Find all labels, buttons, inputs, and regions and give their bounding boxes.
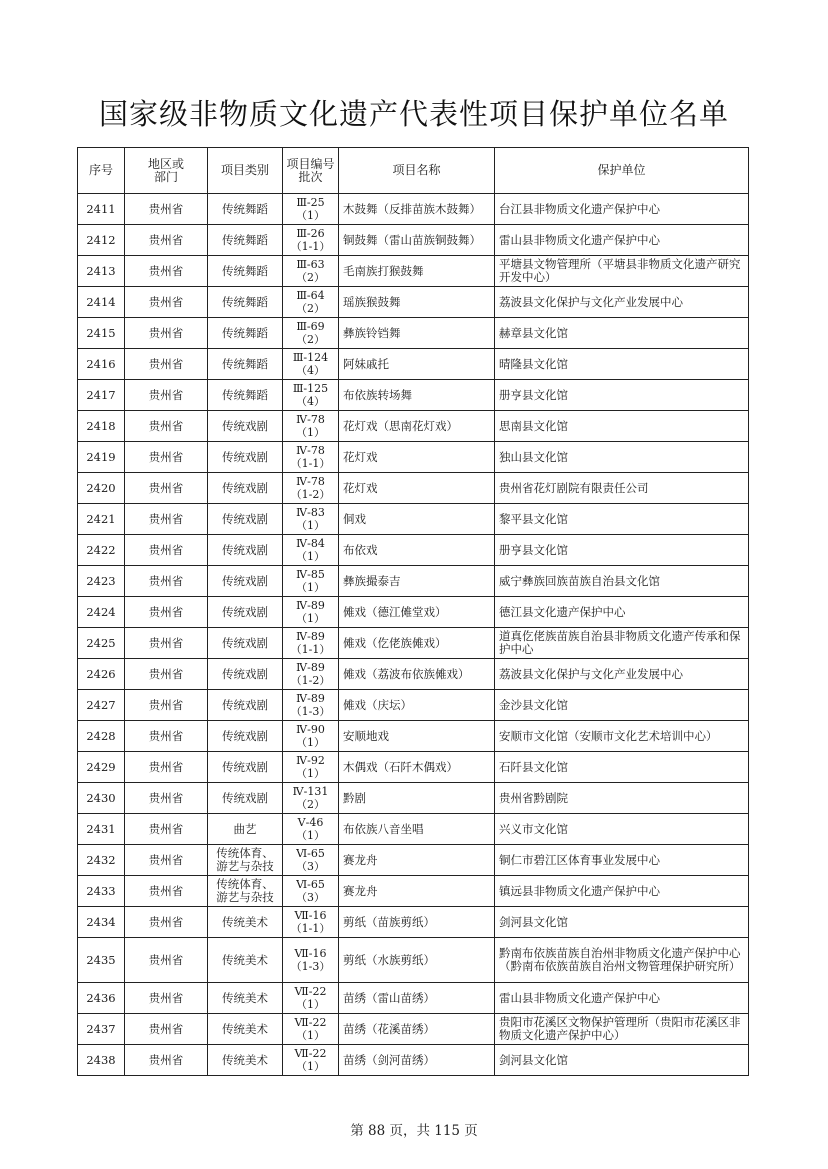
cell-code: Ⅳ-89 （1-1） [283,628,339,659]
cell-name: 木鼓舞（反排苗族木鼓舞） [339,194,495,225]
cell-name: 苗绣（剑河苗绣） [339,1045,495,1076]
cell-region: 贵州省 [125,566,208,597]
cell-name: 赛龙舟 [339,845,495,876]
cell-region: 贵州省 [125,628,208,659]
cell-name: 赛龙舟 [339,876,495,907]
cell-seq: 2436 [78,983,125,1014]
table-row [78,814,749,845]
cell-unit: 思南县文化馆 [495,411,749,442]
cell-region: 贵州省 [125,814,208,845]
cell-unit: 黔南布依族苗族自治州非物质文化遗产保护中心（黔南布依族苗族自治州文物管理保护研究所） [495,938,749,983]
cell-seq: 2437 [78,1014,125,1045]
table-row [78,380,749,411]
cell-category: 曲艺 [208,814,283,845]
table-row [78,876,749,907]
page-footer: 第 88 页，共 115 页 [350,1123,478,1139]
table-row [78,256,749,287]
cell-unit: 贵州省花灯剧院有限责任公司 [495,473,749,504]
cell-unit: 道真仡佬族苗族自治县非物质文化遗产传承和保护中心 [495,628,749,659]
cell-name: 布依族转场舞 [339,380,495,411]
cell-region: 贵州省 [125,380,208,411]
cell-name: 彝族铃铛舞 [339,318,495,349]
cell-code: Ⅳ-83 （1） [283,504,339,535]
cell-category: 传统戏剧 [208,752,283,783]
cell-category: 传统舞蹈 [208,349,283,380]
table-row [78,1045,749,1076]
cell-name: 花灯戏 [339,442,495,473]
cell-category: 传统舞蹈 [208,318,283,349]
cell-region: 贵州省 [125,287,208,318]
cell-seq: 2416 [78,349,125,380]
cell-region: 贵州省 [125,1045,208,1076]
table-row [78,597,749,628]
cell-code: Ⅳ-89 （1-3） [283,690,339,721]
header-unit: 保护单位 [495,148,749,194]
cell-category: 传统美术 [208,1014,283,1045]
cell-name: 毛南族打猴鼓舞 [339,256,495,287]
cell-unit: 平塘县文物管理所（平塘县非物质文化遗产研究开发中心） [495,256,749,287]
table-row [78,442,749,473]
cell-seq: 2431 [78,814,125,845]
cell-unit: 黎平县文化馆 [495,504,749,535]
cell-category: 传统体育、 游艺与杂技 [208,845,283,876]
table-row [78,983,749,1014]
header-name: 项目名称 [339,148,495,194]
cell-seq: 2430 [78,783,125,814]
cell-region: 贵州省 [125,690,208,721]
table-row [78,287,749,318]
cell-name: 傩戏（仡佬族傩戏） [339,628,495,659]
cell-category: 传统舞蹈 [208,256,283,287]
table-row [78,566,749,597]
table-body [78,194,749,1076]
cell-name: 黔剧 [339,783,495,814]
cell-region: 贵州省 [125,876,208,907]
cell-category: 传统戏剧 [208,659,283,690]
cell-name: 剪纸（苗族剪纸） [339,907,495,938]
cell-category: 传统美术 [208,938,283,983]
cell-code: Ⅲ-64 （2） [283,287,339,318]
cell-code: Ⅲ-69 （2） [283,318,339,349]
cell-region: 贵州省 [125,504,208,535]
cell-code: Ⅶ-22 （1） [283,1014,339,1045]
cell-code: Ⅶ-16 （1-1） [283,907,339,938]
cell-region: 贵州省 [125,473,208,504]
cell-code: Ⅳ-89 （1） [283,597,339,628]
cell-name: 傩戏（庆坛） [339,690,495,721]
cell-seq: 2422 [78,535,125,566]
cell-code: Ⅳ-78 （1-1） [283,442,339,473]
table-row [78,690,749,721]
cell-region: 贵州省 [125,597,208,628]
cell-category: 传统戏剧 [208,783,283,814]
cell-seq: 2428 [78,721,125,752]
cell-seq: 2438 [78,1045,125,1076]
cell-seq: 2413 [78,256,125,287]
table-header-row [78,148,749,194]
cell-region: 贵州省 [125,659,208,690]
table-row [78,411,749,442]
cell-unit: 台江县非物质文化遗产保护中心 [495,194,749,225]
cell-seq: 2425 [78,628,125,659]
cell-unit: 德江县文化遗产保护中心 [495,597,749,628]
cell-region: 贵州省 [125,907,208,938]
cell-seq: 2424 [78,597,125,628]
cell-name: 剪纸（水族剪纸） [339,938,495,983]
cell-seq: 2417 [78,380,125,411]
cell-code: Ⅶ-22 （1） [283,983,339,1014]
table-row [78,628,749,659]
cell-region: 贵州省 [125,1014,208,1045]
cell-unit: 镇远县非物质文化遗产保护中心 [495,876,749,907]
cell-seq: 2418 [78,411,125,442]
cell-category: 传统戏剧 [208,442,283,473]
header-category: 项目类别 [208,148,283,194]
heritage-table [77,147,749,1076]
cell-seq: 2427 [78,690,125,721]
table-row [78,318,749,349]
header-seq: 序号 [78,148,125,194]
cell-name: 花灯戏（思南花灯戏） [339,411,495,442]
table-row [78,225,749,256]
cell-code: Ⅳ-89 （1-2） [283,659,339,690]
cell-unit: 赫章县文化馆 [495,318,749,349]
document-title: 国家级非物质文化遗产代表性项目保护单位名单 [98,97,729,131]
cell-unit: 安顺市文化馆（安顺市文化艺术培训中心） [495,721,749,752]
table-row [78,845,749,876]
cell-name: 阿妹戚托 [339,349,495,380]
cell-code: Ⅳ-92 （1） [283,752,339,783]
cell-unit: 雷山县非物质文化遗产保护中心 [495,225,749,256]
cell-region: 贵州省 [125,752,208,783]
cell-seq: 2411 [78,194,125,225]
cell-seq: 2433 [78,876,125,907]
cell-unit: 荔波县文化保护与文化产业发展中心 [495,287,749,318]
cell-code: Ⅳ-85 （1） [283,566,339,597]
table-row [78,1014,749,1045]
cell-seq: 2426 [78,659,125,690]
cell-unit: 石阡县文化馆 [495,752,749,783]
cell-code: Ⅵ-65 （3） [283,876,339,907]
cell-category: 传统舞蹈 [208,380,283,411]
cell-category: 传统戏剧 [208,628,283,659]
table-row [78,721,749,752]
cell-code: Ⅳ-90 （1） [283,721,339,752]
cell-region: 贵州省 [125,349,208,380]
cell-unit: 威宁彝族回族苗族自治县文化馆 [495,566,749,597]
header-code: 项目编号 批次 [283,148,339,194]
cell-code: Ⅲ-25 （1） [283,194,339,225]
cell-seq: 2423 [78,566,125,597]
table-row [78,504,749,535]
cell-category: 传统舞蹈 [208,225,283,256]
cell-category: 传统美术 [208,1045,283,1076]
cell-region: 贵州省 [125,318,208,349]
cell-name: 木偶戏（石阡木偶戏） [339,752,495,783]
cell-category: 传统戏剧 [208,473,283,504]
cell-unit: 独山县文化馆 [495,442,749,473]
cell-category: 传统舞蹈 [208,287,283,318]
cell-region: 贵州省 [125,721,208,752]
cell-name: 铜鼓舞（雷山苗族铜鼓舞） [339,225,495,256]
cell-unit: 贵州省黔剧院 [495,783,749,814]
table-row [78,783,749,814]
cell-region: 贵州省 [125,411,208,442]
cell-name: 苗绣（花溪苗绣） [339,1014,495,1045]
cell-unit: 剑河县文化馆 [495,1045,749,1076]
table-row [78,907,749,938]
cell-region: 贵州省 [125,845,208,876]
cell-region: 贵州省 [125,442,208,473]
cell-seq: 2429 [78,752,125,783]
cell-category: 传统戏剧 [208,597,283,628]
cell-seq: 2419 [78,442,125,473]
cell-code: Ⅲ-125 （4） [283,380,339,411]
table-row [78,752,749,783]
table-row [78,194,749,225]
cell-code: Ⅳ-78 （1-2） [283,473,339,504]
table-row [78,535,749,566]
cell-region: 贵州省 [125,983,208,1014]
cell-category: 传统戏剧 [208,411,283,442]
cell-code: Ⅲ-124 （4） [283,349,339,380]
cell-code: Ⅵ-65 （3） [283,845,339,876]
cell-category: 传统美术 [208,907,283,938]
cell-category: 传统美术 [208,983,283,1014]
cell-name: 彝族撮泰吉 [339,566,495,597]
cell-category: 传统戏剧 [208,535,283,566]
cell-name: 瑶族猴鼓舞 [339,287,495,318]
cell-seq: 2415 [78,318,125,349]
cell-category: 传统戏剧 [208,721,283,752]
cell-code: Ⅳ-131 （2） [283,783,339,814]
cell-unit: 剑河县文化馆 [495,907,749,938]
cell-seq: 2421 [78,504,125,535]
cell-seq: 2432 [78,845,125,876]
cell-name: 花灯戏 [339,473,495,504]
cell-region: 贵州省 [125,938,208,983]
cell-region: 贵州省 [125,783,208,814]
header-region: 地区或 部门 [125,148,208,194]
cell-name: 安顺地戏 [339,721,495,752]
cell-code: Ⅴ-46 （1） [283,814,339,845]
cell-unit: 贵阳市花溪区文物保护管理所（贵阳市花溪区非物质文化遗产保护中心） [495,1014,749,1045]
cell-name: 傩戏（德江傩堂戏） [339,597,495,628]
cell-unit: 兴义市文化馆 [495,814,749,845]
cell-category: 传统戏剧 [208,690,283,721]
cell-name: 布依族八音坐唱 [339,814,495,845]
cell-unit: 铜仁市碧江区体育事业发展中心 [495,845,749,876]
cell-seq: 2420 [78,473,125,504]
cell-region: 贵州省 [125,194,208,225]
cell-unit: 册亨县文化馆 [495,380,749,411]
cell-code: Ⅶ-16 （1-3） [283,938,339,983]
cell-region: 贵州省 [125,535,208,566]
cell-seq: 2434 [78,907,125,938]
cell-category: 传统舞蹈 [208,194,283,225]
cell-unit: 册亨县文化馆 [495,535,749,566]
cell-code: Ⅳ-78 （1） [283,411,339,442]
cell-name: 傩戏（荔波布依族傩戏） [339,659,495,690]
cell-region: 贵州省 [125,225,208,256]
cell-code: Ⅳ-84 （1） [283,535,339,566]
table-row [78,473,749,504]
cell-code: Ⅲ-63 （2） [283,256,339,287]
cell-seq: 2414 [78,287,125,318]
cell-region: 贵州省 [125,256,208,287]
cell-unit: 晴隆县文化馆 [495,349,749,380]
cell-name: 侗戏 [339,504,495,535]
cell-category: 传统体育、 游艺与杂技 [208,876,283,907]
cell-unit: 金沙县文化馆 [495,690,749,721]
table-row [78,659,749,690]
table-row [78,349,749,380]
cell-unit: 雷山县非物质文化遗产保护中心 [495,983,749,1014]
cell-code: Ⅶ-22 （1） [283,1045,339,1076]
cell-seq: 2435 [78,938,125,983]
table-row [78,938,749,983]
cell-category: 传统戏剧 [208,566,283,597]
cell-category: 传统戏剧 [208,504,283,535]
cell-unit: 荔波县文化保护与文化产业发展中心 [495,659,749,690]
cell-name: 苗绣（雷山苗绣） [339,983,495,1014]
cell-seq: 2412 [78,225,125,256]
cell-code: Ⅲ-26 （1-1） [283,225,339,256]
cell-name: 布依戏 [339,535,495,566]
